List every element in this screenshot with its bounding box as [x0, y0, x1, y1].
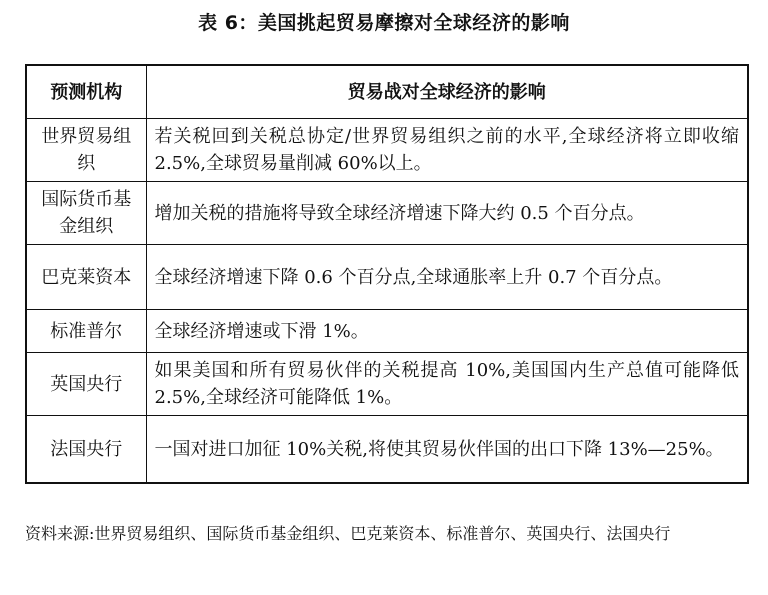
- source-text: 世界贸易组织、国际货币基金组织、巴克莱资本、标准普尔、英国央行、法国央行: [94, 524, 671, 543]
- header-forecaster: 预测机构: [26, 65, 146, 119]
- header-impact: 贸易战对全球经济的影响: [146, 65, 748, 119]
- effect-cell: 增加关税的措施将导致全球经济增速下降大约 0.5 个百分点。: [146, 182, 748, 245]
- impact-table: [25, 64, 749, 484]
- org-cell: 巴克莱资本: [26, 245, 146, 310]
- effect-cell: 全球经济增速或下滑 1%。: [146, 310, 748, 353]
- table-row: [26, 182, 748, 245]
- source-label: 资料来源:: [25, 524, 95, 543]
- org-cell: 世界贸易组织: [26, 119, 146, 182]
- source-note: [25, 520, 747, 547]
- effect-cell: 全球经济增速下降 0.6 个百分点,全球通胀率上升 0.7 个百分点。: [146, 245, 748, 310]
- org-cell: 英国央行: [26, 353, 146, 416]
- effect-cell: 如果美国和所有贸易伙伴的关税提高 10%,美国国内生产总值可能降低 2.5%,全球经济可能降低 1%。: [146, 353, 748, 416]
- org-cell: 国际货币基金组织: [26, 182, 146, 245]
- table-caption: 表 6：美国挑起贸易摩擦对全球经济的影响: [198, 12, 570, 34]
- org-cell: 法国央行: [26, 416, 146, 484]
- org-cell: 标准普尔: [26, 310, 146, 353]
- table-row: [26, 119, 748, 182]
- table-row: [26, 245, 748, 310]
- table-row: [26, 353, 748, 416]
- table-header-row: [26, 65, 748, 119]
- effect-cell: 一国对进口加征 10%关税,将使其贸易伙伴国的出口下降 13%—25%。: [146, 416, 748, 484]
- effect-cell: 若关税回到关税总协定/世界贸易组织之前的水平,全球经济将立即收缩 2.5%,全球贸易量削减 60%以上。: [146, 119, 748, 182]
- table-row: [26, 416, 748, 484]
- table-row: [26, 310, 748, 353]
